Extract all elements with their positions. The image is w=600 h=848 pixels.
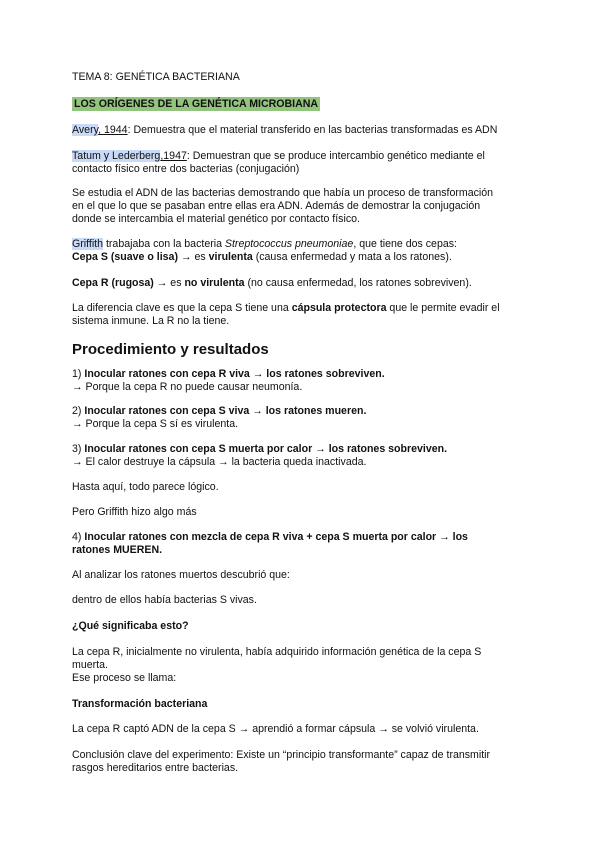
step-num: 4) [72,531,85,543]
adn-line: donde se intercambia el material genético por contacto físico. [72,213,360,225]
cepa-s-virulence: virulenta [208,251,253,263]
cepa-s-rest: (causa enfermedad y mata a los ratones). [252,251,452,263]
step-num: 2) [72,405,85,417]
step-3-title [72,443,534,456]
cepa-r-rest: (no causa enfermedad, los ratones sobreviven). [244,277,472,289]
transformation-heading: Transformación bacteriana [72,698,208,710]
step-text: Inocular ratones con mezcla de cepa R viva + cepa S muerta por calor → los [84,531,468,543]
avery-year: , 1944 [98,124,128,136]
analizar-line: Al analizar los ratones muertos descubrió que: [72,569,290,581]
adn-paragraph [72,187,534,226]
cepa-r-paragraph [72,646,534,685]
avery-text: Demuestra que el material transferido en las bacterias transformadas es ADN [130,124,498,136]
step-2-note: → Porque la cepa S sí es virulenta. [72,418,239,430]
cepa-r-paragraph-line: muerta. [72,659,108,671]
tatum-paragraph [72,150,534,176]
topic-heading: TEMA 8: GENÉTICA BACTERIANA [72,71,240,83]
cepa-r-paragraph-line: La cepa R, inicialmente no virulenta, había adquirido información genética de la cepa S [72,646,482,658]
step-3 [72,443,534,469]
diferencia-line-2: sistema inmune. La R no la tiene. [72,315,230,327]
tatum-line-2: contacto físico entre dos bacterias (conjugación) [72,163,300,175]
griffith-name: Griffith [72,238,104,250]
conclusion-line: Conclusión clave del experimento: Existe un “principio transformante” capaz de transmitir [72,749,491,761]
diferencia-bold: cápsula protectora [291,302,387,314]
tatum-name: Tatum y Lederberg [72,150,161,162]
question-heading: ¿Qué significaba esto? [72,620,189,632]
step-4-line-1 [72,531,534,544]
step-2 [72,405,534,431]
griffith-line [72,238,534,251]
step-text: Inocular ratones con cepa R viva → los ratones sobreviven. [84,368,385,380]
step-num: 1) [72,368,85,380]
hasta-line: Hasta aquí, todo parece lógico. [72,481,219,493]
cepa-r-label: Cepa R (rugosa) [72,277,154,289]
conclusion-paragraph [72,749,534,775]
tatum-text: Demuestran que se produce intercambio genético mediante el [189,150,485,162]
cepa-r-arrow: → es [153,277,185,289]
diferencia-post: que le permite evadir el [386,302,500,314]
griffith-text-2: , que tiene dos cepas: [353,238,457,250]
avery-colon: : [127,124,131,136]
species-name: Streptococcus pneumoniae [224,238,354,250]
step-text: Inocular ratones con cepa S viva → los ratones mueren. [84,405,367,417]
cepa-r-line [72,277,534,290]
step-1 [72,368,534,394]
step-4 [72,531,534,557]
dentro-line: dentro de ellos había bacterias S vivas. [72,594,257,606]
pero-line: Pero Griffith hizo algo más [72,506,197,518]
diferencia-line-1 [72,302,534,315]
adn-line: Se estudia el ADN de las bacterias demostrando que había un proceso de transformación [72,187,494,199]
adn-line: en el que lo que se pasaban entre ellas era ADN. Además de demostrar la conjugación [72,200,481,212]
cepa-r-virulence: no virulenta [184,277,245,289]
griffith-paragraph [72,238,534,264]
procedure-heading: Procedimiento y resultados [72,341,269,358]
section-title-highlight: LOS ORÍGENES DE LA GENÉTICA MICROBIANA [74,98,319,110]
step-1-note: → Porque la cepa R no puede causar neumonía. [72,381,303,393]
cepa-s-line [72,251,534,264]
step-num: 3) [72,443,85,455]
avery-paragraph [72,124,534,137]
capto-line: La cepa R captó ADN de la cepa S → aprendió a formar cápsula → se volvió virulenta. [72,723,479,735]
cepa-r-paragraph-line: Ese proceso se llama: [72,672,177,684]
cepa-s-arrow: → es [177,251,209,263]
diferencia-paragraph [72,302,534,328]
step-4-line-2: ratones MUEREN. [72,544,163,556]
griffith-text: trabajaba con la bacteria [103,238,225,250]
step-3-note: → El calor destruye la cápsula → la bacteria queda inactivada. [72,456,367,468]
conclusion-line: rasgos hereditarios entre bacterias. [72,762,239,774]
avery-name: Avery [72,124,99,136]
step-1-title [72,368,534,381]
diferencia-pre: La diferencia clave es que la cepa S tiene una [72,302,292,314]
tatum-year: ,1947 [160,150,187,162]
step-2-title [72,405,534,418]
tatum-colon: : [186,150,190,162]
cepa-s-label: Cepa S (suave o lisa) [72,251,178,263]
tatum-line-1 [72,150,534,163]
section-title [72,98,534,111]
step-text: Inocular ratones con cepa S muerta por calor → los ratones sobreviven. [84,443,448,455]
